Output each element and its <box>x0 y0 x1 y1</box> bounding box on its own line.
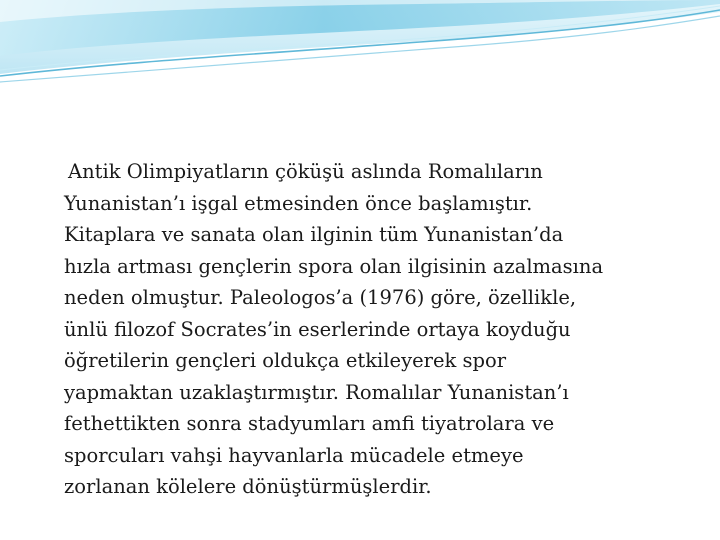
paragraph-line: neden olmuştur. Paleologos’a (1976) göre, özellikle, <box>64 286 577 309</box>
paragraph-line: sporcuları vahşi hayvanlarla mücadele etmeye <box>64 443 524 467</box>
body-paragraph <box>64 156 694 503</box>
paragraph-line: öğretilerin gençleri oldukça etkileyerek spor <box>64 349 507 372</box>
paragraph-line: Kitaplara ve sanata olan ilginin tüm Yunanistan’da <box>64 223 564 246</box>
header-wave-decoration <box>0 0 720 90</box>
paragraph-line: zorlanan kölelere dönüştürmüşlerdir. <box>64 475 432 498</box>
paragraph-line: yapmaktan uzaklaştırmıştır. Romalılar Yunanistan’ı <box>64 380 569 404</box>
paragraph-line: hızla artması gençlerin spora olan ilgisinin azalmasına <box>64 254 604 278</box>
paragraph-line: Yunanistan’ı işgal etmesinden önce başlamıştır. <box>64 191 533 215</box>
paragraph-line: ünlü filozof Socrates’in eserlerinde ortaya koyduğu <box>64 317 571 341</box>
paragraph-line: fethettikten sonra stadyumları amfi tiyatrolara ve <box>64 412 555 435</box>
paragraph-line: Antik Olimpiyatların çöküşü aslında Romalıların <box>68 160 543 183</box>
